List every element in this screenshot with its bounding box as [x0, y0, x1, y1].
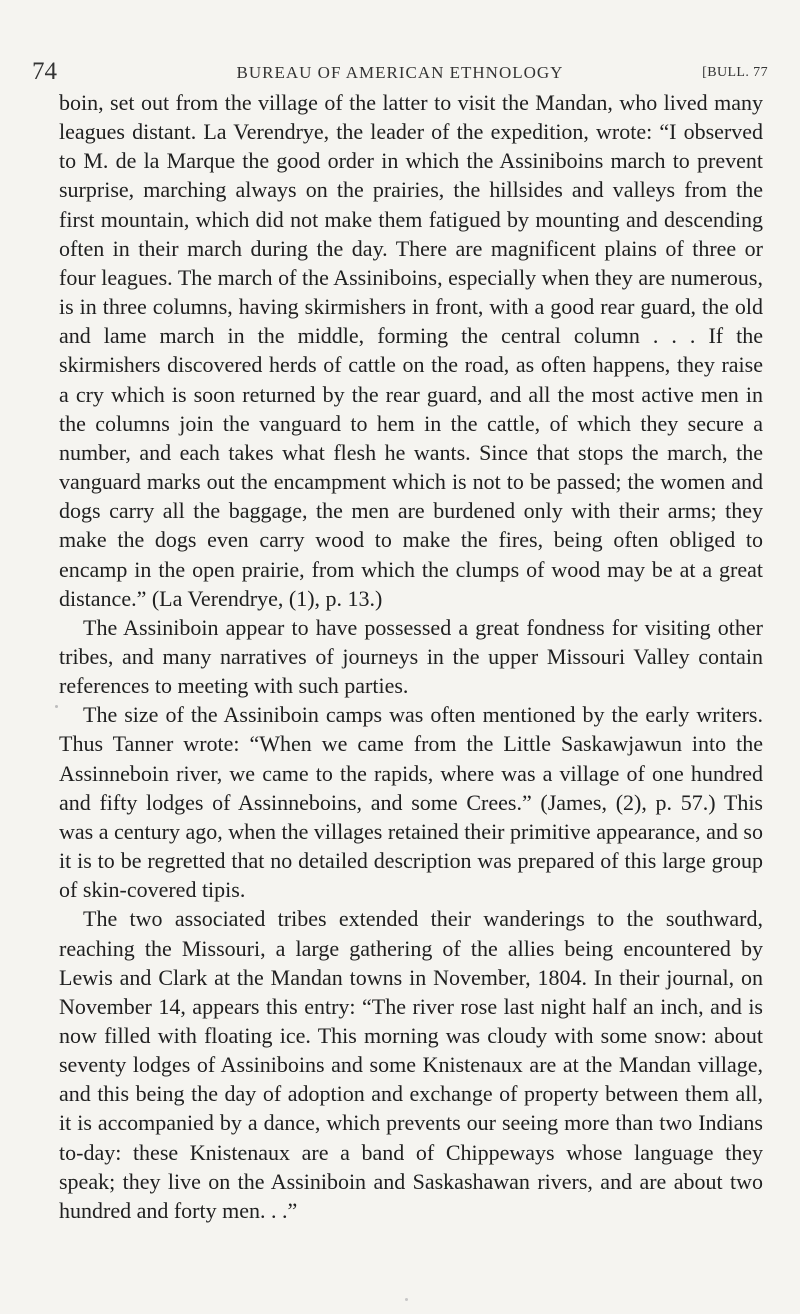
paragraph: The size of the Assiniboin camps was often mentioned by the early writers. Thus Tanner wrote: “When we came from the Little Saskawjawun into the Assinneboin river, we came to the rapids, where was a village of one hundred and fifty lodges of Assinneboins, and some Crees.” (James, (2), p. 57.) This was a century ago, when the villages retained their primitive appearance, and so it is to be regretted that no detailed description was prepared of this large group of skin-covered tipis. [59, 702, 763, 903]
paragraph: boin, set out from the village of the latter to visit the Mandan, who lived many leagues distant. La Verendrye, the leader of the expedition, wrote: “I observed to M. de la Marque the good order in which the Assiniboins march to prevent surprise, marching always on the prairies, the hillsides and valleys from the first mountain, which did not make them fatigued by mounting and descending often in their march during the day. There are magnificent plains of three or four leagues. The march of the Assiniboins, especially when they are numerous, is in three columns, having skirmishers in front, with a good rear guard, the old and lame march in the middle, forming the central column . . . If the skirmishers discovered herds of cattle on the road, as often happens, they raise a cry which is soon returned by the rear guard, and all the most active men in the columns join the vanguard to hem in the cattle, of which they secure a number, and each takes what flesh he wants. Since that stops the march, the vanguard marks out the encampment which is not to be passed; the women and dogs carry all the baggage, the men are burdened only with their arms; they make the dogs even carry wood to make the fires, being often obliged to encamp in the open prairie, from which the clumps of wood may be at a great distance.” (La Verendrye, (1), p. 13.) [59, 90, 763, 611]
page-number: 74 [32, 58, 57, 85]
body-text [59, 88, 763, 1225]
scan-dot [405, 1298, 408, 1301]
scan-mark [55, 705, 58, 708]
running-title: BUREAU OF AMERICAN ETHNOLOGY [236, 63, 564, 82]
paragraph: The two associated tribes extended their wanderings to the southward, reaching the Missouri, a large gathering of the allies being encountered by Lewis and Clark at the Mandan towns in November, 1804. In their journal, on November 14, appears this entry: “The river rose last night half an inch, and is now filled with floating ice. This morning was cloudy with some snow: about seventy lodges of Assiniboins and some Knistenaux are at the Mandan village, and this being the day of adoption and exchange of property between them all, it is accompanied by a dance, which prevents our seeing more than two Indians to-day: these Knistenaux are a band of Chippeways whose language they speak; they live on the Assiniboin and Saskashawan rivers, and are about two hundred and forty men. . .” [59, 906, 763, 1223]
page-header [32, 58, 768, 86]
bulletin-reference: [BULL. 77 [702, 65, 768, 80]
paragraph: The Assiniboin appear to have possessed a great fondness for visiting other tribes, and many narratives of journeys in the upper Missouri Valley contain references to meeting with such parties. [59, 614, 763, 699]
